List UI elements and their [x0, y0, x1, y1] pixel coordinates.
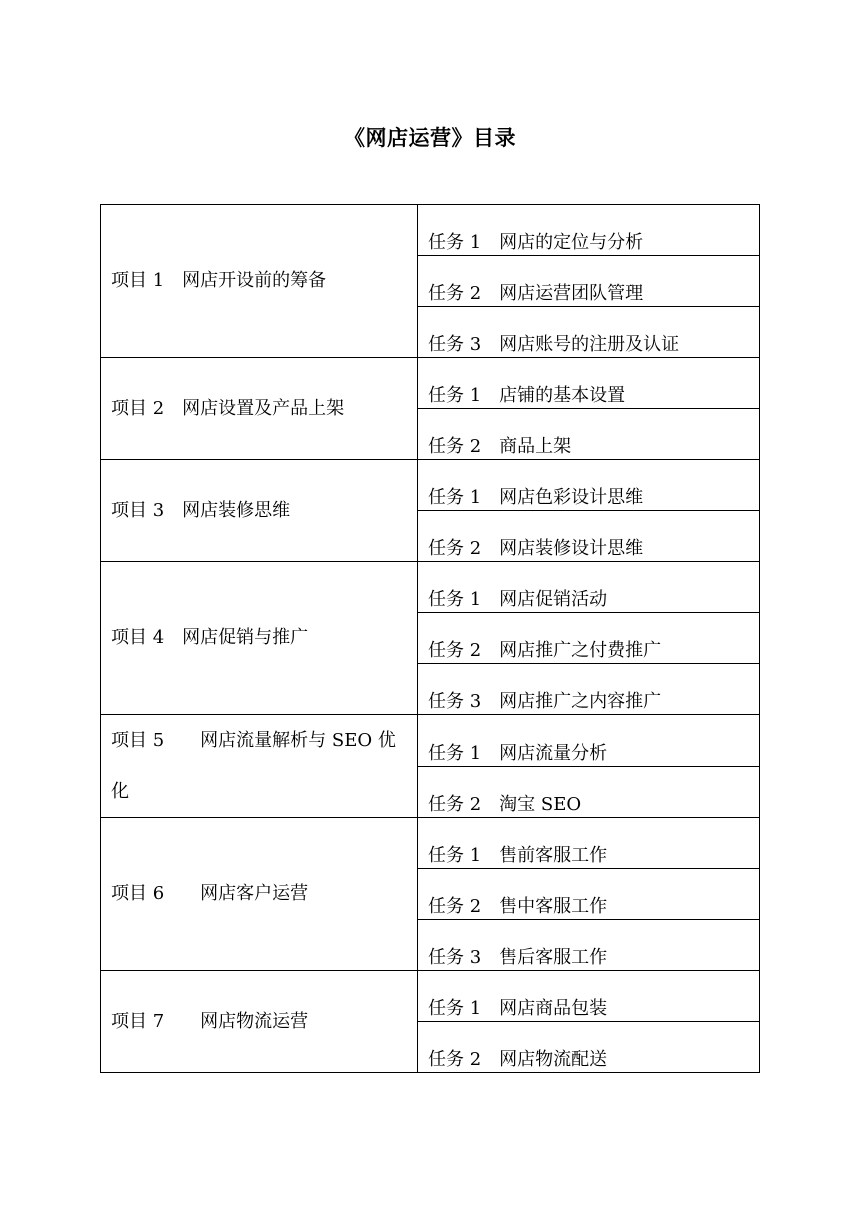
- task-cell: 任务 1 网店流量分析: [418, 715, 760, 767]
- task-cell: 任务 1 网店促销活动: [418, 562, 760, 613]
- task-cell: 任务 2 网店物流配送: [418, 1022, 760, 1073]
- toc-table: [100, 204, 760, 1073]
- task-cell: 任务 3 网店推广之内容推广: [418, 664, 760, 715]
- project-cell: 项目 5 网店流量解析与 SEO 优化: [101, 715, 418, 818]
- table-row: [101, 460, 760, 511]
- table-row: [101, 971, 760, 1022]
- table-row: [101, 562, 760, 613]
- task-cell: 任务 2 网店推广之付费推广: [418, 613, 760, 664]
- project-cell: 项目 7 网店物流运营: [101, 971, 418, 1073]
- task-cell: 任务 3 售后客服工作: [418, 920, 760, 971]
- task-cell: 任务 1 售前客服工作: [418, 818, 760, 869]
- table-row: [101, 358, 760, 409]
- table-row: [101, 205, 760, 256]
- task-cell: 任务 1 网店商品包装: [418, 971, 760, 1022]
- project-cell: 项目 6 网店客户运营: [101, 818, 418, 971]
- task-cell: 任务 2 淘宝 SEO: [418, 766, 760, 818]
- task-cell: 任务 2 网店运营团队管理: [418, 256, 760, 307]
- task-cell: 任务 3 网店账号的注册及认证: [418, 307, 760, 358]
- task-cell: 任务 1 店铺的基本设置: [418, 358, 760, 409]
- task-cell: 任务 1 网店的定位与分析: [418, 205, 760, 256]
- task-cell: 任务 2 商品上架: [418, 409, 760, 460]
- task-cell: 任务 2 网店装修设计思维: [418, 511, 760, 562]
- task-cell: 任务 1 网店色彩设计思维: [418, 460, 760, 511]
- page-title: 《网店运营》目录: [344, 126, 516, 150]
- project-cell: 项目 4 网店促销与推广: [101, 562, 418, 715]
- task-cell: 任务 2 售中客服工作: [418, 869, 760, 920]
- table-row: [101, 818, 760, 869]
- project-cell: 项目 1 网店开设前的筹备: [101, 205, 418, 358]
- table-row: [101, 715, 760, 767]
- project-cell: 项目 2 网店设置及产品上架: [101, 358, 418, 460]
- project-cell: 项目 3 网店装修思维: [101, 460, 418, 562]
